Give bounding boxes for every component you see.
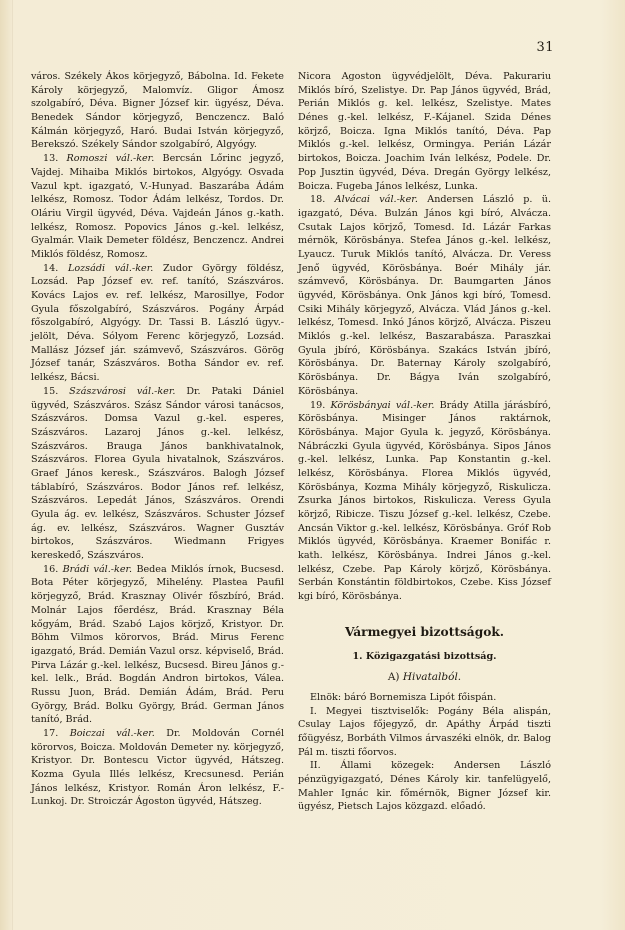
paragraph-text: 16. xyxy=(43,563,63,575)
subsub-title xyxy=(298,671,551,685)
paragraph-text: Dr. Pataki Dániel ügyvéd, Szászváros. Szász Sándor városi tanácsos, Szászváros. Domsa Vazul g.-kel. esperes, Szászváros. Lazaroj János g.-kel. lelkész, Szászváros. Brauga János bankhivatalnok, Szászváros. Florea Gyula hivatalnok, Szászváros. Graef János keresk., Szászváros. Balogh József táblabíró, Szászváros. Bodor János ref. lelkész, Szászváros. Lepedát János, Szászváros. Orendi Gyula ág. ev. lelkész, Szászváros. Schuster József ág. ev. lelkész, Szászváros. Wagner Gusztáv birtokos, Szászváros. Wiedmann Frigyes kereskedő, Szászváros. xyxy=(31,385,284,562)
paragraph xyxy=(298,193,551,398)
paragraph xyxy=(31,152,284,262)
district-name: Boiczai vál.-ker. xyxy=(69,728,155,739)
paragraph-text: Brády Atilla járásbíró, Körösbánya. Misinger János raktárnok, Körösbánya. Major Gyula k. jegyző, Körösbánya. Nábráczki Gyula ügyvéd, Körösbánya. Sipos János g.-kel. lelkész, Lunka. Pap Konstantin g.-kel. lelkész, Körösbánya. Florea Miklós ügyvéd, Körösbánya, Kozma Mihály körjegyző, Riskulicza. Zsurka János birtokos, Riskulicza. Veress Gyula körjző, Ribicze. Tiszu József g.-kel. lelkész, Czebe. Ancsán Viktor g.-kel. lelkész, Körösbánya. Gróf Rob Miklós ügyvéd, Körösbánya. Kraemer Bonifác r. kath. lelkész, Körösbánya. Indrei János g.-kel. lelkész, Czebe. Pap Károly körjző, Körösbánya. Serbán Konstántin földbirtokos, Czebe. Kiss József kgi bíró, Körösbánya. xyxy=(298,399,552,603)
paragraph-text: Dr. Moldován Cornél körorvos, Boicza. Moldován Demeter ny. körjegyző, Kristyor. Dr. Bontescu Victor ügyvéd, Hátszeg. Kozma Gyula Illés lelkész, Krecsunesd. Perián János lelkész, Kristyor. Román Áron lelkész, F.-Lunkoj. Dr. Stroiczár Ágoston ügyvéd, Hátszeg. xyxy=(31,728,285,808)
district-name: Körösbányai vál.-ker. xyxy=(330,399,435,411)
paragraph xyxy=(31,727,284,809)
page-binding-edge xyxy=(12,0,13,930)
paragraph xyxy=(31,70,284,152)
left-column xyxy=(31,70,284,809)
paragraph xyxy=(31,563,284,727)
paragraph-text: II. Állami közegek: Andersen László pénzügyigazgató, Dénes Károly kir. tanfelügyelő, Mahler Ignác kir. főmérnök, Bigner József kir. ügyész, Pietsch Lajos közgazd. előadó. xyxy=(298,760,551,813)
paragraph xyxy=(298,759,551,814)
paragraph-text: 13. xyxy=(43,153,67,165)
district-name: Brádi vál.-ker. xyxy=(62,563,133,575)
paragraph xyxy=(298,691,551,705)
paragraph-text: Nicora Agoston ügyvédjelölt, Déva. Pakurariu Miklós bíró, Szelistye. Dr. Pap János ügyvéd, Brád, Perián Miklós g. kel. lelkész, Szelistye. Mates Dénes g.-kel. lelkész, F.-Kájanel. Szida Dénes körjző, Boicza. Igna Miklós tanító, Déva. Pap Miklós g.-kel. lelkész, Ormingya. Perián Lázár birtokos, Boicza. Joachim Iván lelkész, Podele. Dr. Pop Jusztin ügyvéd, Déva. Dregán György lelkész, Boicza. Fugeba János lelkész, Lunka. xyxy=(298,71,551,192)
paragraph xyxy=(298,70,551,193)
right-column-after xyxy=(298,691,551,814)
paragraph xyxy=(31,262,284,385)
district-name: Szászvárosi vál.-ker. xyxy=(69,385,176,397)
district-name: Romoszi vál.-ker. xyxy=(66,153,155,165)
paragraph-text: Bedea Miklós írnok, Bucsesd. Bota Péter körjegyző, Mihelény. Plastea Paufil körjegyző, Brád. Krasznay Olivér főszbíró, Brád. Molnár Lajos főerdész, Brád. Krasznay Béla kőgyám, Brád. Szabó Lajos körjző, Kristyor. Dr. Böhm Vilmos körorvos, Brád. Mirus Ferenc igazgató, Brád. Demián Vazul orsz. képviselő, Brád. Pirva Lázár g.-kel. lelkész, Bucsesd. Bireu János g.-kel. lelk., Brád. Bogdán Andron birtokos, Válea. Russu Juon, Brád. Demián Ádám, Brád. Peru György, Brád. Bolku György, Brád. German János tanító, Brád. xyxy=(31,563,284,726)
subsub-italic: Hivatalból. xyxy=(402,671,462,684)
paragraph-text: I. Megyei tisztviselők: Pogány Béla alispán, Csulay Lajos főjegyző, dr. Apáthy Árpád tiszti főügyész, Borbáth Vilmos árvaszéki elnök, dr. Balog Pál m. tiszti főorvos. xyxy=(298,705,551,758)
paragraph-text: 17. xyxy=(43,728,70,739)
paragraph-text: Bercsán Lőrinc jegyző, Vajdej. Mihaiba Miklós birtokos, Algyógy. Osvada Vazul kpt. igazgató, V.-Hunyad. Baszarába Ádám lelkész, Romosz. Todor Ádám lelkész, Tordos. Dr. Oláriu Virgil ügyvéd, Déva. Vajdeán János g.-kath. lelkész, Romosz. Popovics János g.-kel. lelkész, Gyalmár. Vlaik Demeter földész, Benczencz. Andrei Miklós földész, Romosz. xyxy=(31,153,284,260)
district-name: Lozsádi vál.-ker. xyxy=(67,262,154,274)
paragraph-text: Andersen László p. ü. igazgató, Déva. Bulzán János kgi bíró, Alvácza. Csutak Lajos körjző, Tomesd. Id. Lázár Farkas mérnök, Körösbánya. Stefea János g.-kel. lelkész, Lyaucz. Turuk Miklós tanító, Alvácza. Dr. Veress Jenő ügyvéd, Körösbánya. Boér Mihály jár. számvevő, Körösbánya. Dr. Baumgarten János ügyvéd, Körösbánya. Onk János kgi bíró, Tomesd. Csiki Mihály körjegyző, Alvácza. Vlád János g.-kel. lelkész, Tomesd. Inkó János körjző, Alvácza. Piszeu Miklós g.-kel. lelkész, Baszarabásza. Paraszkai Gyula jbíró, Körösbánya. Szakács István jbíró, Körösbánya. Dr. Baternay Károly szolgabíró, Körösbánya. Dr. Bágya Iván szolgabíró, Körösbánya. xyxy=(298,194,552,397)
paragraph-text: 19. xyxy=(310,399,331,411)
paragraph-text: 15. xyxy=(43,385,70,397)
paragraph xyxy=(31,385,284,563)
section-title: Vármegyei bizottságok. xyxy=(344,624,505,639)
right-column-body xyxy=(298,70,551,604)
paragraph-text: 18. xyxy=(310,194,335,206)
paragraph-text: város. Székely Ákos körjegyző, Bábolna. Id. Fekete Károly körjegyző, Malomvíz. Gligor Ámosz szolgabíró, Déva. Bigner József kir. ügyész, Déva. Benedek Sándor körjegyző, Benczencz. Baló Kálmán körjegyző, Haró. Budai István körjegyző, Berekszó. Székely Sándor szolgabíró, Algyógy. xyxy=(31,71,284,151)
page-number: 31 xyxy=(536,40,554,55)
paragraph xyxy=(298,399,551,604)
paragraph-text: 14. xyxy=(43,262,68,274)
right-column xyxy=(298,70,551,814)
subsub-prefix: A) xyxy=(387,671,403,684)
paragraph-text: Zudor György földész, Lozsád. Pap József ev. ref. tanító, Szászváros. Kovács Lajos ev. ref. lelkész, Marosillye, Fodor Gyula főszolgabíró, Szászváros. Pogány Árpád főszolgabíró, Algyógy. Dr. Tassi B. László ügyv.-jelölt, Déva. Sólyom Ferenc körjegyző, Lozsád. Mallász József jár. számvevő, Szászváros. Görög József tanár, Szászváros. Botha Sándor ev. ref. lelkész, Bácsi. xyxy=(31,262,284,384)
paragraph xyxy=(298,705,551,760)
paragraph-text: Elnök: báró Bornemisza Lipót főispán. xyxy=(310,691,497,703)
district-name: Alvácai vál.-ker. xyxy=(334,194,418,206)
subsection-title: 1. Közigazgatási bizottság. xyxy=(352,650,497,662)
